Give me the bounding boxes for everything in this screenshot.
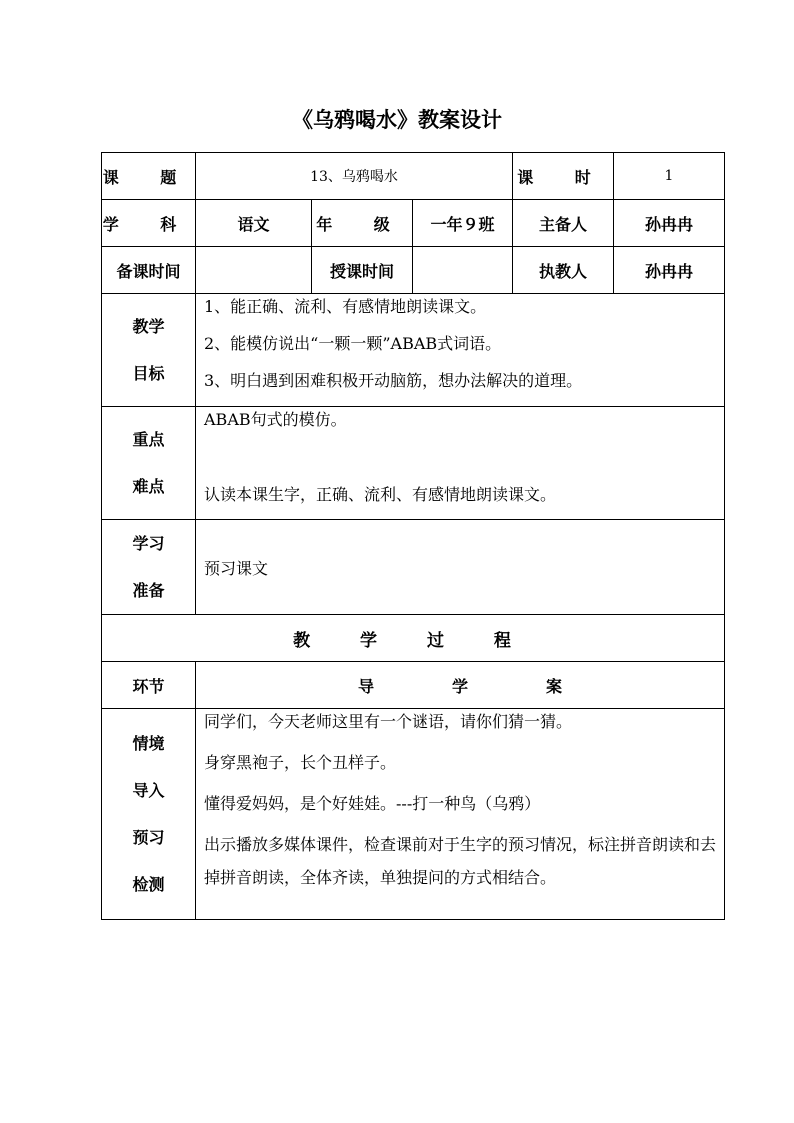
- row-goals: [102, 294, 725, 407]
- topic-label: 课 题: [102, 153, 196, 200]
- guide-char: 学: [451, 676, 468, 696]
- row-guide-header: [102, 662, 725, 709]
- intro-label: 情境 导入 预习 检测: [102, 709, 196, 920]
- key-points-content: [196, 407, 725, 520]
- goals-label: 教学 目标: [102, 294, 196, 407]
- prep-time-label: 备课时间: [102, 247, 196, 294]
- teach-time-label: 授课时间: [312, 247, 413, 294]
- teacher-label: 执教人: [513, 247, 614, 294]
- preparation-label: 学习 准备: [102, 520, 196, 615]
- guide-header: [196, 662, 725, 709]
- intro-paragraph: 懂得爱妈妈，是个好娃娃。---打一种鸟（乌鸦）: [204, 794, 541, 813]
- goal-item: 3、明白遇到困难积极开动脑筋，想办法解决的道理。: [204, 371, 583, 390]
- intro-content: [196, 709, 725, 920]
- intro-paragraph: 出示播放多媒体课件，检查课前对于生字的预习情况，标注拼音朗读和去掉拼音朗读，全体齐读，单独提问的方式相结合。: [204, 835, 717, 887]
- goal-item: 1、能正确、流利、有感情地朗读课文。: [204, 297, 487, 316]
- row-topic: [102, 153, 725, 200]
- document-title: 《乌鸦喝水》教案设计: [292, 107, 502, 132]
- row-process-heading: [102, 615, 725, 662]
- grade-value: 一年９班: [413, 200, 513, 247]
- step-label: 环节: [102, 662, 196, 709]
- grade-label: 年 级: [312, 200, 413, 247]
- discipline-value: 语文: [196, 200, 312, 247]
- row-preparation: [102, 520, 725, 615]
- row-intro: [102, 709, 725, 920]
- goal-item: 2、能模仿说出“一颗一颗”ABAB式词语。: [204, 334, 502, 353]
- process-heading: 教 学 过 程: [102, 615, 725, 662]
- prep-time-value: [196, 247, 312, 294]
- discipline-label: 学 科: [102, 200, 196, 247]
- row-time: [102, 247, 725, 294]
- teach-time-value: [413, 247, 513, 294]
- preparation-value: 预习课文: [196, 520, 725, 615]
- goals-content: [196, 294, 725, 407]
- intro-paragraph: 同学们，今天老师这里有一个谜语，请你们猜一猜。: [204, 712, 573, 731]
- preparer-value: 孙冉冉: [614, 200, 725, 247]
- row-discipline: [102, 200, 725, 247]
- difficulty-text: 认读本课生字，正确、流利、有感情地朗读课文。: [204, 485, 557, 504]
- period-value: 1: [614, 153, 725, 200]
- preparer-label: 主备人: [513, 200, 614, 247]
- lesson-plan-table: [101, 152, 725, 920]
- key-points-label: 重点 难点: [102, 407, 196, 520]
- key-point-text: ABAB句式的模仿。: [204, 410, 347, 429]
- topic-value: 13、乌鸦喝水: [196, 153, 513, 200]
- guide-char: 案: [546, 676, 563, 696]
- row-key-points: [102, 407, 725, 520]
- guide-char: 导: [357, 676, 374, 696]
- period-label: 课 时: [513, 153, 614, 200]
- teacher-value: 孙冉冉: [614, 247, 725, 294]
- intro-paragraph: 身穿黑袍子，长个丑样子。: [204, 753, 397, 772]
